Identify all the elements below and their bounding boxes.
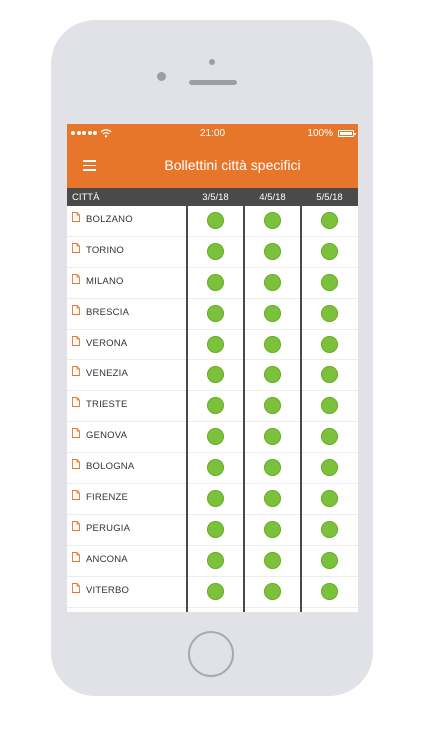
app-screen: [67, 124, 358, 612]
city-name: FIRENZE: [86, 492, 129, 504]
status-indicator[interactable]: [264, 552, 281, 569]
city-name: TRIESTE: [86, 399, 128, 411]
column-header-date-3: 5/5/18: [316, 192, 343, 203]
status-indicator[interactable]: [207, 212, 224, 229]
document-icon: [72, 459, 80, 469]
table-row[interactable]: [67, 330, 358, 361]
status-indicator[interactable]: [321, 583, 338, 600]
status-indicator[interactable]: [321, 366, 338, 383]
status-indicator[interactable]: [264, 521, 281, 538]
table-row[interactable]: [67, 546, 358, 577]
status-indicator[interactable]: [207, 366, 224, 383]
status-indicator[interactable]: [264, 397, 281, 414]
table-row[interactable]: [67, 577, 358, 608]
city-name: BOLOGNA: [86, 461, 135, 473]
column-header-city: CITTÀ: [72, 192, 100, 203]
status-indicator[interactable]: [321, 397, 338, 414]
status-indicator[interactable]: [207, 521, 224, 538]
table-row[interactable]: [67, 206, 358, 237]
city-name: VITERBO: [86, 584, 130, 596]
table-row[interactable]: [67, 360, 358, 391]
table-row[interactable]: [67, 299, 358, 330]
city-name: ANCONA: [86, 553, 128, 565]
status-indicator[interactable]: [321, 305, 338, 322]
nav-bar: [67, 144, 358, 188]
document-icon: [72, 552, 80, 562]
document-icon: [72, 366, 80, 376]
status-indicator[interactable]: [321, 521, 338, 538]
document-icon: [72, 397, 80, 407]
page-title: Bollettini città specifici: [164, 157, 301, 173]
document-icon: [72, 428, 80, 438]
status-indicator[interactable]: [264, 336, 281, 353]
status-indicator[interactable]: [207, 552, 224, 569]
column-separator: [300, 206, 302, 612]
table-row[interactable]: [67, 515, 358, 546]
status-indicator[interactable]: [264, 583, 281, 600]
status-indicator[interactable]: [207, 274, 224, 291]
table-header: [67, 188, 358, 206]
status-indicator[interactable]: [207, 428, 224, 445]
document-icon: [72, 336, 80, 346]
city-name: TORINO: [86, 244, 124, 256]
city-name: BRESCIA: [86, 306, 130, 318]
table-row[interactable]: [67, 484, 358, 515]
status-indicator[interactable]: [264, 274, 281, 291]
front-sensor: [209, 59, 215, 65]
status-indicator[interactable]: [321, 428, 338, 445]
status-indicator[interactable]: [207, 305, 224, 322]
column-separator: [243, 206, 245, 612]
column-header-date-1: 3/5/18: [202, 192, 229, 203]
document-icon: [72, 212, 80, 222]
status-indicator[interactable]: [207, 583, 224, 600]
front-camera: [157, 72, 166, 81]
status-indicator[interactable]: [321, 490, 338, 507]
status-indicator[interactable]: [264, 305, 281, 322]
city-name: GENOVA: [86, 430, 128, 442]
status-indicator[interactable]: [264, 428, 281, 445]
city-name: MILANO: [86, 275, 124, 287]
city-name: BOLZANO: [86, 214, 133, 225]
status-indicator[interactable]: [321, 459, 338, 476]
status-indicator[interactable]: [207, 397, 224, 414]
document-icon: [72, 490, 80, 500]
earpiece-speaker: [189, 80, 237, 85]
status-indicator[interactable]: [207, 490, 224, 507]
document-icon: [72, 583, 80, 593]
home-button[interactable]: [188, 631, 234, 677]
table-row[interactable]: [67, 608, 358, 612]
city-name: PERUGIA: [86, 522, 131, 534]
status-indicator[interactable]: [321, 336, 338, 353]
table-row[interactable]: [67, 453, 358, 484]
status-indicator[interactable]: [264, 366, 281, 383]
status-indicator[interactable]: [264, 490, 281, 507]
status-indicator[interactable]: [264, 459, 281, 476]
city-name: VERONA: [86, 337, 128, 349]
status-indicator[interactable]: [264, 243, 281, 260]
status-indicator[interactable]: [321, 212, 338, 229]
status-time: 21:00: [199, 128, 226, 139]
status-indicator[interactable]: [264, 212, 281, 229]
battery-percentage: 100%: [307, 128, 333, 139]
column-header-date-2: 4/5/18: [259, 192, 286, 203]
table-row[interactable]: [67, 237, 358, 268]
column-separator: [186, 206, 188, 612]
document-icon: [72, 243, 80, 253]
status-indicator[interactable]: [207, 336, 224, 353]
status-indicator[interactable]: [207, 459, 224, 476]
battery-icon: [338, 130, 354, 137]
document-icon: [72, 274, 80, 284]
status-indicator[interactable]: [321, 243, 338, 260]
status-indicator[interactable]: [321, 552, 338, 569]
table-row[interactable]: [67, 391, 358, 422]
city-name: VENEZIA: [86, 368, 129, 380]
document-icon: [72, 305, 80, 315]
document-icon: [72, 521, 80, 531]
status-indicator[interactable]: [321, 274, 338, 291]
table-row[interactable]: [67, 268, 358, 299]
status-indicator[interactable]: [207, 243, 224, 260]
city-list: [67, 206, 358, 612]
status-bar: [67, 124, 358, 144]
table-row[interactable]: [67, 422, 358, 453]
hamburger-menu-icon[interactable]: [83, 160, 96, 171]
